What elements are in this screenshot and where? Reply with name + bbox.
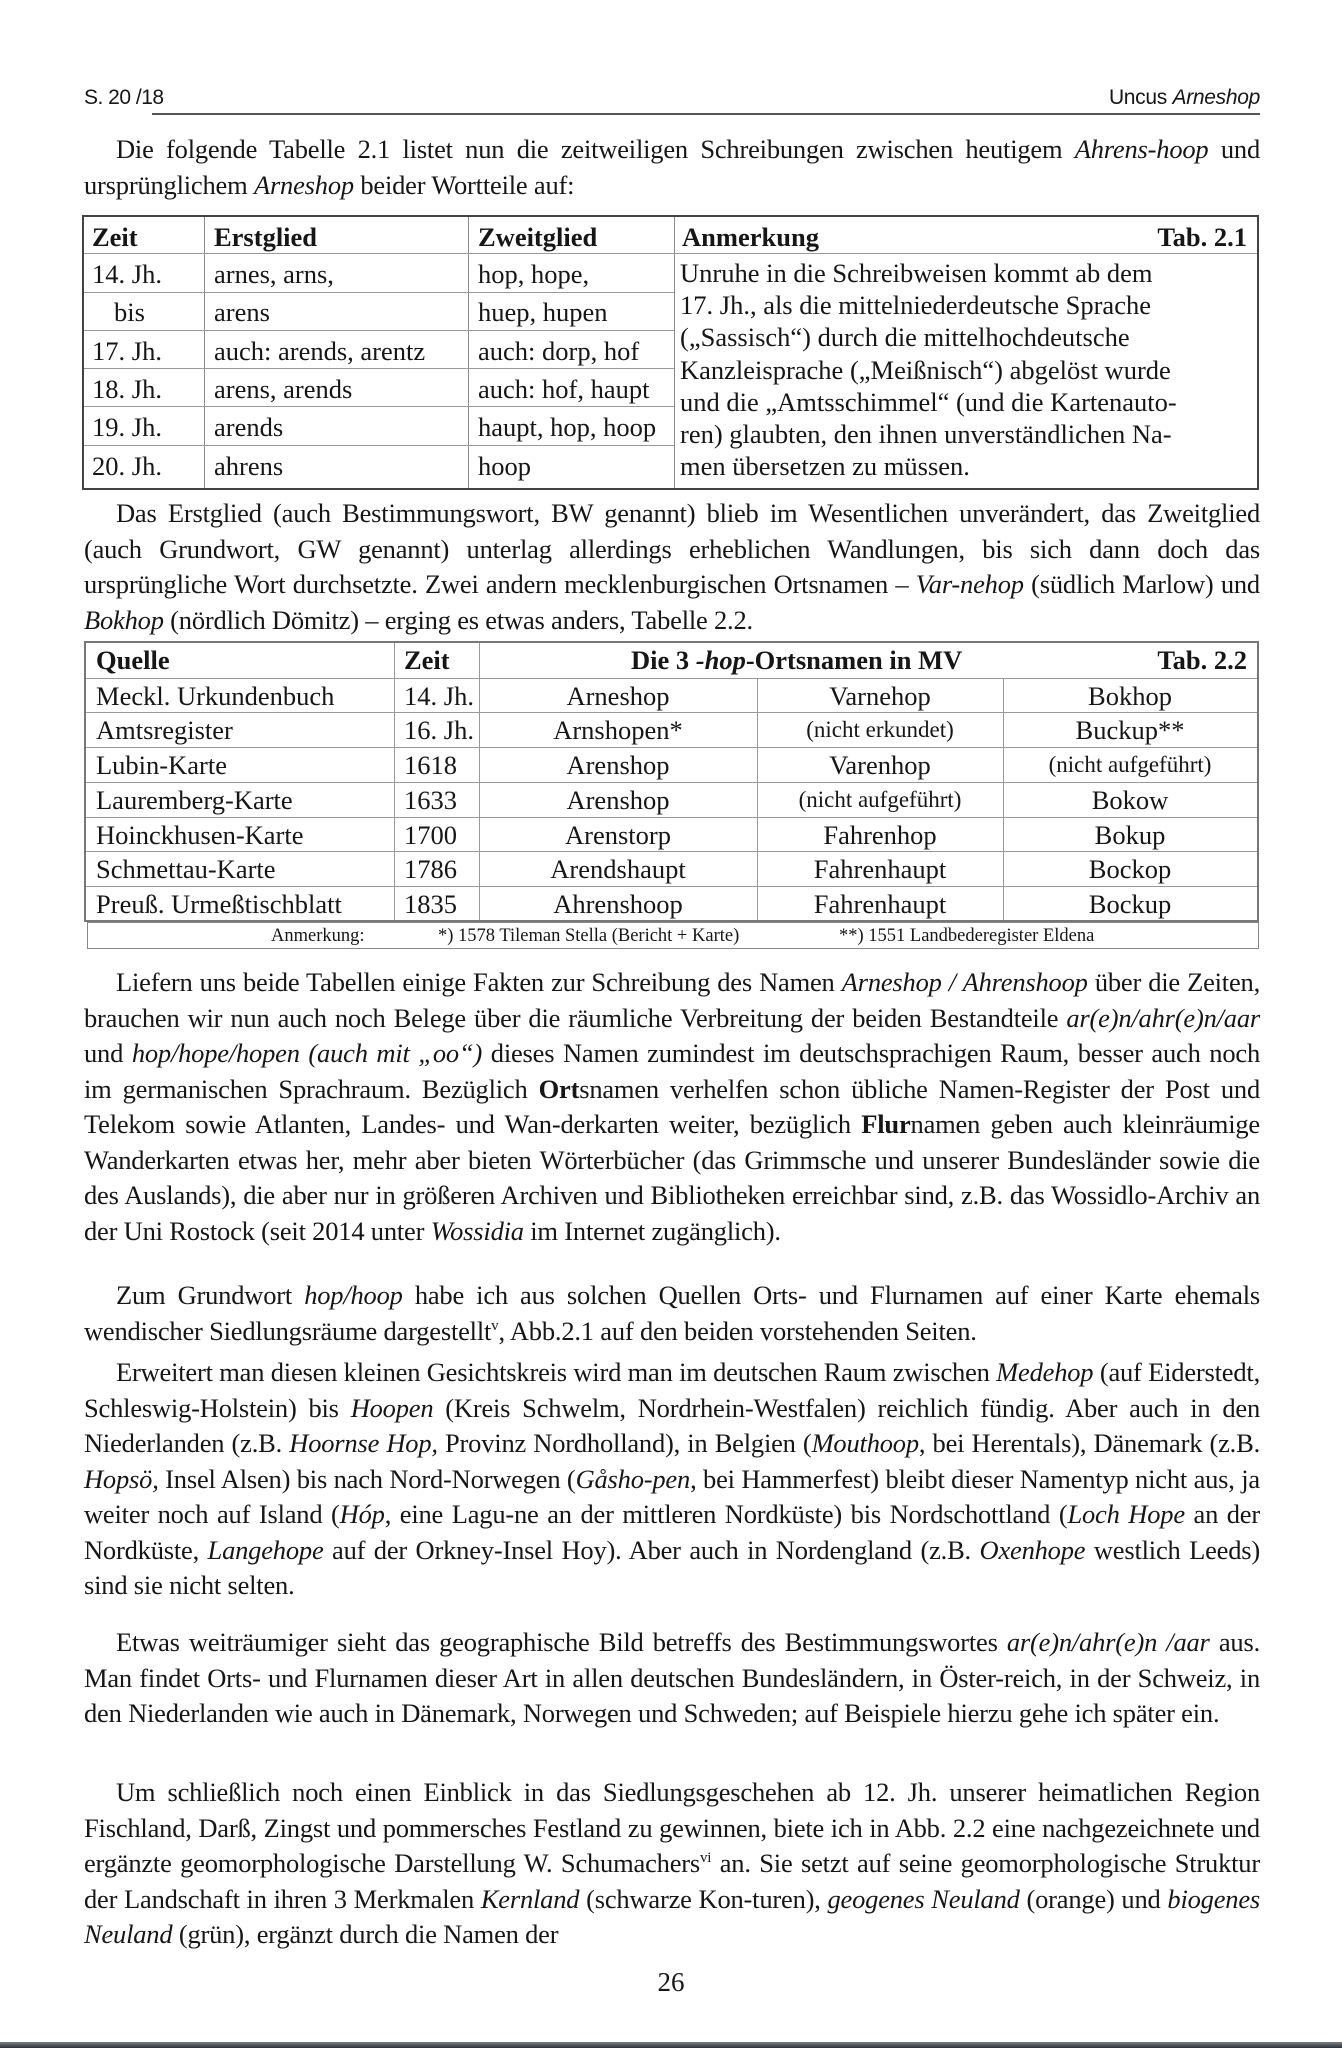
table-header-row (86, 643, 1257, 678)
footnote-1: *) 1578 Tileman Stella (Bericht + Karte) (438, 926, 740, 946)
column-header-zweitglied: Zweitglied (478, 222, 598, 252)
table-note: Unruhe in die Schreibweisen kommt ab dem 17. Jh., als die mittelniederdeutsche Sprache („Sassisch“) durch die mittelhochdeutsche Kanzleisprache („Meißnisch“) abgelöst wurde und die „Amtsschimmel“ (und die Kartenauto- ren) glaubten, den ihnen unverständlichen Na- men übersetzen zu müssen. (680, 258, 1177, 482)
running-title-prefix: Uncus (1108, 86, 1173, 109)
column-header-zeit: Zeit (92, 222, 138, 252)
column-header-anmerkung: Anmerkung (682, 222, 819, 252)
paragraph-erweitert: Erweitert man diesen kleinen Gesichtskreis wird man im deutschen Raum zwischen Medehop (auf Eiderstedt, Schleswig-Holstein) bis Hoopen (Kreis Schwelm, Nordrhein-Westfalen) reichlich fündig. Aber auch in den Niederlanden (z.B. Hoornse Hop, Provinz Nordholland), in Belgien (Mouthoop, bei Herentals), Dänemark (z.B. Hopsö, Insel Alsen) bis nach Nord-Norwegen (Gåsho-pen, bei Hammerfest) bleibt dieser Namentyp nicht aus, ja weiter noch auf Island (Hóp, eine Lagu-ne an der mittleren Nordküste) bis Nordschottland (Loch Hope an der Nordküste, Langehope auf der Orkney-Insel Hoy). Aber auch in Nordengland (z.B. Oxenhope westlich Leeds) sind sie nicht selten. (84, 1357, 1260, 1600)
paragraph-grundwort: Zum Grundwort hop/hoop habe ich aus solchen Quellen Orts- und Flurnamen auf einer Karte ehemals wendischer Siedlungsräume dargestellt$^v$, Abb.2.1 auf den beiden vorstehenden Seiten. (84, 1280, 1260, 1346)
column-header-title: Die 3 -hop-Ortsnamen in MV (631, 645, 963, 675)
header-rule (152, 113, 1260, 115)
table-row: Amtsregister 16. Jh. Arnshopen* (nicht erkundet) Buckup** (86, 712, 1257, 748)
page-reference: S. 20 /18 (84, 86, 164, 109)
table-row: Schmettau-Karte 1786 Arendshaupt Fahrenhaupt Bockop (86, 851, 1257, 887)
paragraph-erstglied: Das Erstglied (auch Bestimmungswort, BW genannt) blieb im Wesentlichen unverändert, das Zweitglied (auch Grundwort, GW genannt) unterlag allerdings erheblichen Wandlungen, bis sich dann doch das ursprüngliche Wort durchsetzte. Zwei andern mecklenburgischen Ortsnamen – Var-nehop (südlich Marlow) und Bokhop (nördlich Dömitz) – erging es etwas anders, Tabelle 2.2. (84, 498, 1260, 635)
table-row: Preuß. Urmeßtischblatt 1835 Ahrenshoop Fahrenhaupt Bockup (86, 886, 1257, 922)
table-row: Lubin-Karte 1618 Arenshop Varenhop (nicht aufgeführt) (86, 747, 1257, 783)
page-number: 26 (657, 1967, 685, 1997)
table-label: Tab. 2.1 (1157, 222, 1247, 252)
intro-paragraph: Die folgende Tabelle 2.1 listet nun die zeitweiligen Schreibungen zwischen heutigem Ahrens-hoop und ursprünglichem Arneshop beider Wortteile auf: (84, 134, 1260, 200)
paragraph-etwas: Etwas weiträumiger sieht das geographische Bild betreffs des Bestimmungswortes ar(e)n/ahr(e)n /aar aus. Man findet Orts- und Flurnamen dieser Art in allen deutschen Bundesländern, in Öster-reich, in der Schweiz, in den Niederlanden wie auch in Dänemark, Norwegen und Schweden; auf Beispiele hierzu gehe ich später ein. (84, 1627, 1260, 1728)
running-title-italic: Arneshop (1172, 86, 1260, 109)
table-row: Lauremberg-Karte 1633 Arenshop (nicht aufgeführt) Bokow (86, 782, 1257, 818)
running-header (84, 84, 1260, 114)
table-row: Hoinckhusen-Karte 1700 Arenstorp Fahrenhop Bokup (86, 817, 1257, 853)
footnote-label: Anmerkung: (271, 926, 365, 946)
column-header-zeit: Zeit (404, 645, 450, 675)
column-header-erstglied: Erstglied (214, 222, 318, 252)
column-header-quelle: Quelle (96, 645, 170, 675)
footnote-ref-v: v (491, 1317, 499, 1334)
running-title (1109, 86, 1260, 110)
table-2-1: Zeit Erstglied Zweitglied Anmerkung Tab. 2.1 14. Jh. arnes, arns, hop, hope, bis arens huep, hupen 17. Jh. auch: arends, arentz auch: dorp, hof 18. Jh. arens, arends auch: hof, haupt 19. Jh. arends haupt, hop, hoop 20. Jh. ahrens hoop Unruhe in die Schreibweisen kommt ab dem 17. Jh., als die mittelniederdeutsche Sprache („Sassisch“) durch die mittelhochdeutsche Kanzleisprache („Meißnisch“) abgelöst wurde und die „Amtsschimmel“ (und die Kartenauto- ren) glaubten, den ihnen unverständlichen Na- men übersetzen zu müssen. (82, 215, 1259, 490)
table-2-2 (84, 641, 1259, 922)
footnote-ref-vi: vi (700, 1850, 712, 1866)
scan-edge (0, 2042, 1342, 2048)
table-label: Tab. 2.2 (1157, 645, 1247, 675)
table-2-2-footnote (87, 922, 1259, 949)
paragraph-um-schliesslich: Um schließlich noch einen Einblick in das Siedlungsgeschehen ab 12. Jh. unserer heimatlichen Region Fischland, Darß, Zingst und pommersches Festland zu gewinnen, biete ich in Abb. 2.2 eine nachgezeichnete und ergänzte geomorphologische Darstellung W. Schumachers$^{vi}$ an. Sie setzt auf seine geomorphologische Struktur der Landschaft in ihren 3 Merkmalen Kernland (schwarze Kon-turen), geogenes Neuland (orange) und biogenes Neuland (grün), ergänzt durch die Namen der (84, 1777, 1260, 1949)
footnote-2: **) 1551 Landbederegister Eldena (839, 926, 1095, 946)
table-row: Meckl. Urkundenbuch 14. Jh. Arneshop Varnehop Bokhop (86, 678, 1257, 714)
paragraph-liefern: Liefern uns beide Tabellen einige Fakten zur Schreibung des Namen Arneshop / Ahrenshoop über die Zeiten, brauchen wir nun auch noch Belege über die räumliche Verbreitung der beiden Bestandteile ar(e)n/ahr(e)n/aar und hop/hope/hopen (auch mit „oo“) dieses Namen zumindest im deutschsprachigen Raum, besser auch noch im germanischen Sprachraum. Bezüglich Ortsnamen verhelfen schon übliche Namen-Register der Post und Telekom sowie Atlanten, Landes- und Wan-derkarten weiter, bezüglich Flurnamen geben auch kleinräumige Wanderkarten etwas her, mehr aber bieten Wörterbücher (das Grimmsche und unserer Bundesländer sowie die des Auslands), die aber nur in größeren Archiven und Bibliotheken erreichbar sind, z.B. das Wossidlo-Archiv an der Uni Rostock (seit 2014 unter Wossidia im Internet zugänglich). (84, 967, 1261, 1246)
